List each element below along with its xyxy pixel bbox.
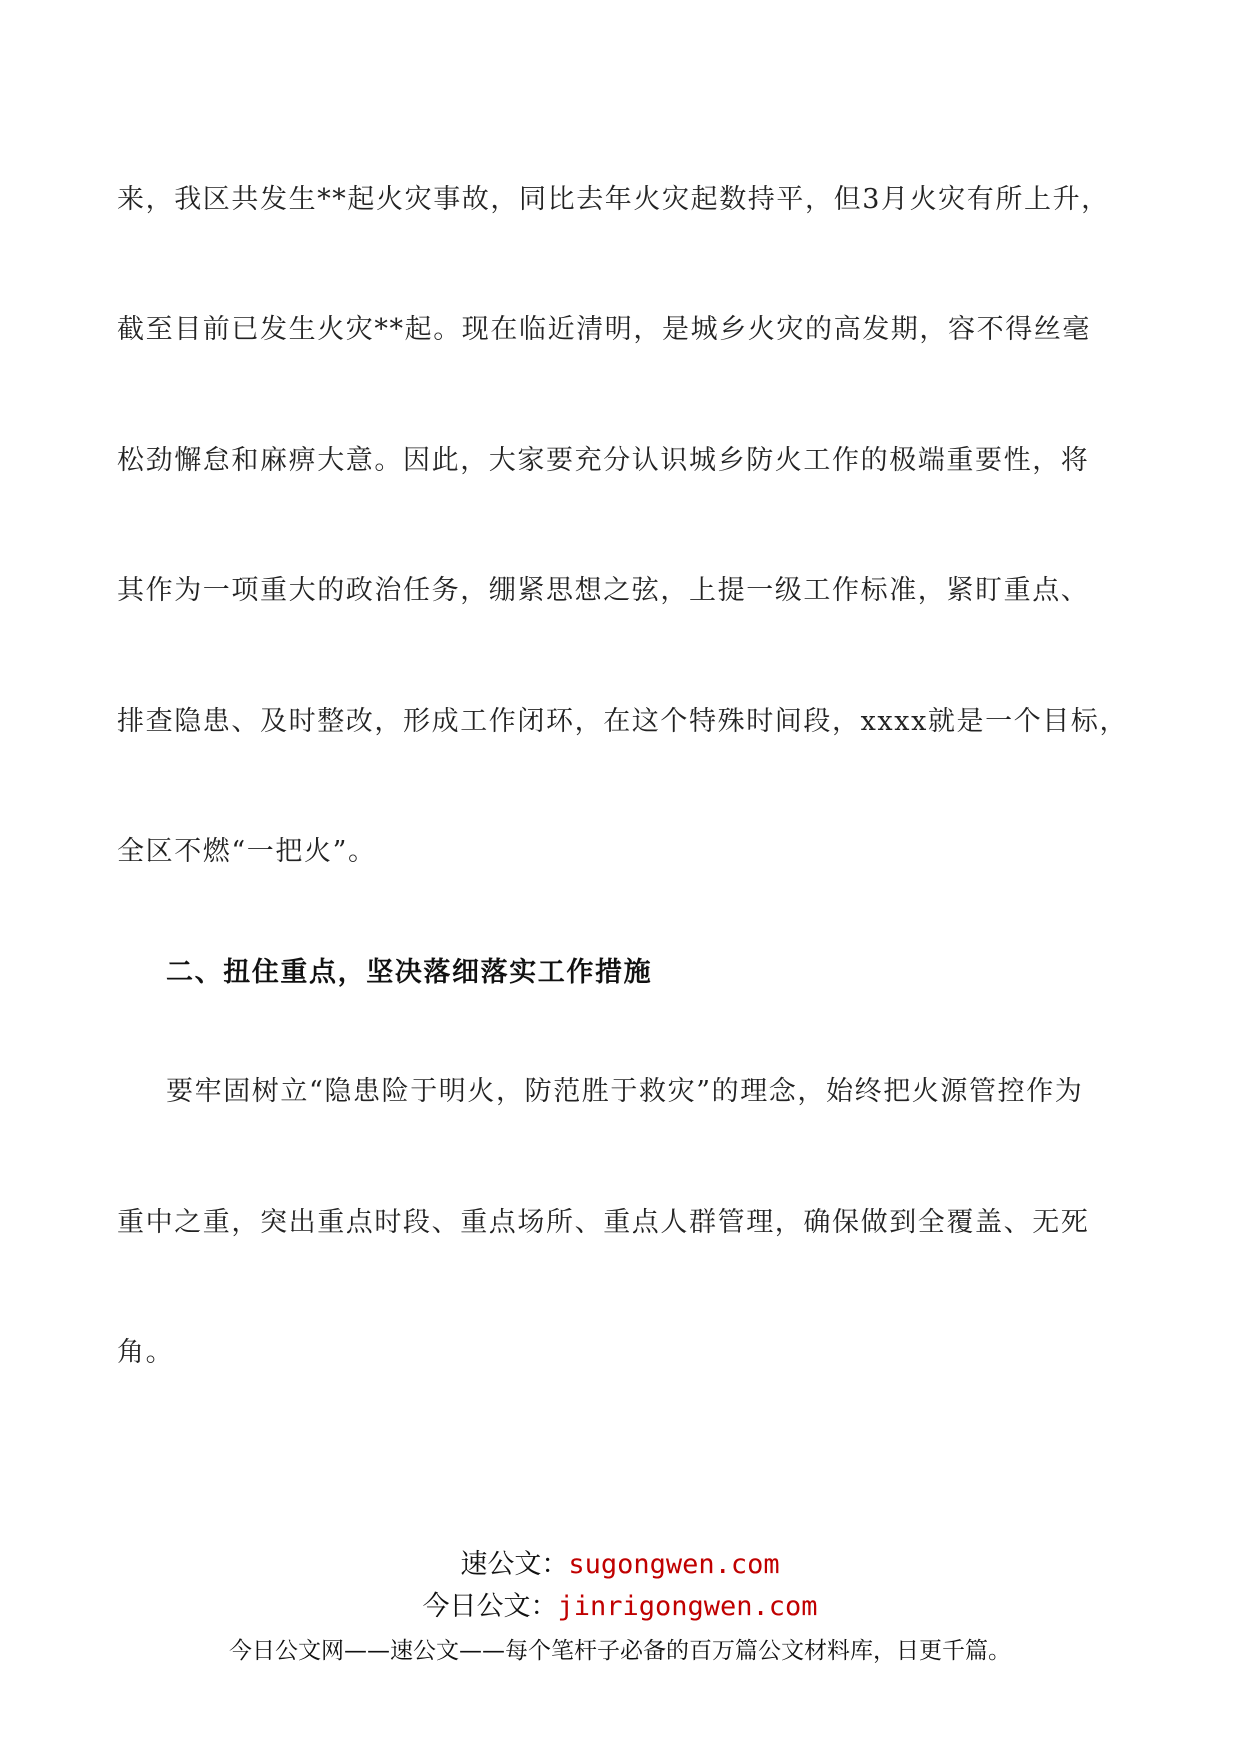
paragraph-line: 重中之重，突出重点时段、重点场所、重点人群管理，确保做到全覆盖、无死 [117,1207,1090,1238]
paragraph-line: 全区不燃“一把火”。 [117,836,377,867]
footer-site-1-link[interactable]: sugongwen.com [568,1549,780,1580]
paragraph-line: 来，我区共发生**起火灾事故，同比去年火灾起数持平，但3月火灾有所上升， [117,184,1110,215]
section-heading: 二、扭住重点，坚决落细落实工作措施 [166,957,653,988]
paragraph-line: 排查隐患、及时整改，形成工作闭环，在这个特殊时间段，xxxx就是一个目标， [117,706,1129,737]
paragraph-line: 要牢固树立“隐患险于明火，防范胜于救灾”的理念，始终把火源管控作为 [166,1076,1084,1107]
paragraph-line: 角。 [117,1337,175,1368]
footer-site-1-label: 速公文： [460,1549,569,1580]
paragraph-line: 截至目前已发生火灾**起。现在临近清明，是城乡火灾的高发期，容不得丝毫 [117,314,1091,345]
footer-slogan: 今日公文网——速公文——每个笔杆子必备的百万篇公文材料库，日更千篇。 [229,1638,1011,1664]
footer-site-2 [0,1590,1240,1624]
footer-site-2-label: 今日公文： [422,1591,558,1622]
paragraph-line: 松劲懈怠和麻痹大意。因此，大家要充分认识城乡防火工作的极端重要性，将 [117,445,1090,476]
footer-site-1 [0,1548,1240,1582]
paragraph-line: 其作为一项重大的政治任务，绷紧思想之弦，上提一级工作标准，紧盯重点、 [117,575,1090,606]
footer-site-2-link[interactable]: jinrigongwen.com [557,1591,818,1622]
